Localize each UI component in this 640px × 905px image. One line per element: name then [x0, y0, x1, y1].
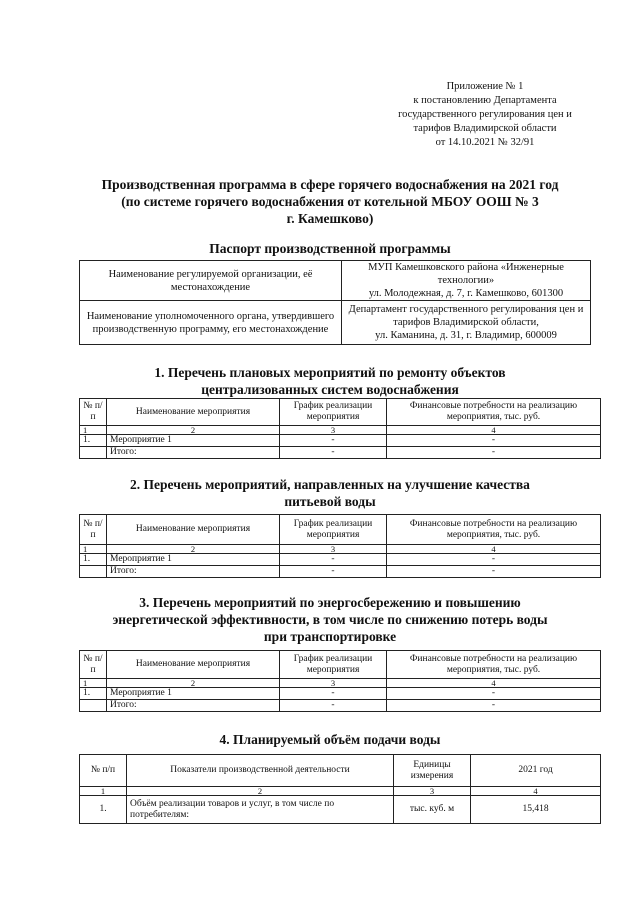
index-cell: 4 [471, 787, 601, 796]
document-title [70, 176, 590, 227]
passport-row [80, 301, 591, 345]
section-heading-line: энергетической эффективности, в том числе по снижению потерь воды [112, 612, 548, 627]
table-row [80, 688, 601, 700]
col-num-header: № п/п [80, 399, 107, 426]
empty-cell [80, 566, 107, 578]
appendix-line: государственного регулирования цен и [398, 109, 572, 120]
measures-table [79, 514, 601, 578]
row-finance: - [387, 688, 601, 700]
col-name-header: Наименование мероприятия [107, 651, 280, 679]
table-row [80, 435, 601, 447]
total-row [80, 700, 601, 712]
empty-cell [80, 700, 107, 712]
row-schedule: - [280, 554, 387, 566]
passport-row [80, 261, 591, 301]
total-row [80, 566, 601, 578]
total-finance: - [387, 447, 601, 459]
row-num: 1. [80, 435, 107, 447]
section-heading-line: 1. Перечень плановых мероприятий по ремонту объектов [154, 365, 506, 380]
section-heading-line: 2. Перечень мероприятий, направленных на улучшение качества [130, 477, 530, 492]
passport-table [79, 260, 591, 345]
index-cell: 1 [80, 426, 107, 435]
col-schedule-header: График реализации мероприятия [280, 399, 387, 426]
total-label: Итого: [107, 700, 280, 712]
passport-label: Наименование уполномоченного органа, утвердившего производственную программу, его местонахождение [80, 301, 342, 345]
supply-table [79, 754, 601, 824]
index-cell: 2 [107, 545, 280, 554]
col-schedule-header: График реализации мероприятия [280, 515, 387, 545]
row-name: Мероприятие 1 [107, 688, 280, 700]
col-finance-header: Финансовые потребности на реализацию мероприятия, тыс. руб. [387, 651, 601, 679]
col-name-header: Наименование мероприятия [107, 399, 280, 426]
title-line: (по системе горячего водоснабжения от котельной МБОУ ООШ № 3 [121, 194, 539, 209]
col-finance-header: Финансовые потребности на реализацию мероприятия, тыс. руб. [387, 515, 601, 545]
total-schedule: - [280, 447, 387, 459]
col-num-header: № п/п [80, 755, 127, 787]
passport-value-line: ул. Каманина, д. 31, г. Владимир, 600009 [375, 330, 557, 341]
table-index-row [80, 545, 601, 554]
index-cell: 3 [280, 426, 387, 435]
col-indicator-header: Показатели производственной деятельности [127, 755, 394, 787]
index-cell: 2 [107, 679, 280, 688]
table-header-row [80, 515, 601, 545]
passport-value-line: Департамент государственного регулирования цен и тарифов Владимирской области, [348, 304, 584, 328]
total-row [80, 447, 601, 459]
section-heading-line: централизованных систем водоснабжения [201, 382, 459, 397]
index-cell: 1 [80, 545, 107, 554]
index-cell: 4 [387, 679, 601, 688]
total-schedule: - [280, 566, 387, 578]
passport-heading: Паспорт производственной программы [209, 241, 451, 256]
index-cell: 4 [387, 426, 601, 435]
passport-value [342, 261, 591, 301]
section-heading-line: питьевой воды [284, 494, 376, 509]
col-name-header: Наименование мероприятия [107, 515, 280, 545]
title-line: Производственная программа в сфере горячего водоснабжения на 2021 год [101, 177, 559, 192]
index-cell: 1 [80, 787, 127, 796]
col-num-header: № п/п [80, 515, 107, 545]
total-finance: - [387, 566, 601, 578]
section-heading-line: при транспортировке [263, 629, 397, 644]
supply-heading: 4. Планируемый объём подачи воды [219, 732, 441, 747]
table-header-row [80, 651, 601, 679]
table-header-row [80, 755, 601, 787]
row-finance: - [387, 554, 601, 566]
row-schedule: - [280, 688, 387, 700]
empty-cell [80, 447, 107, 459]
appendix-line: тарифов Владимирской области [413, 123, 557, 134]
appendix-line: от 14.10.2021 № 32/91 [435, 137, 535, 148]
index-cell: 1 [80, 679, 107, 688]
index-cell: 4 [387, 545, 601, 554]
col-num-header: № п/п [80, 651, 107, 679]
index-cell: 2 [107, 426, 280, 435]
row-value: 15,418 [471, 796, 601, 824]
row-indicator: Объём реализации товаров и услуг, в том числе по потребителям: [127, 796, 394, 824]
total-label: Итого: [107, 447, 280, 459]
col-unit-header: Единицы измерения [394, 755, 471, 787]
title-line: г. Камешково) [286, 211, 374, 226]
row-unit: тыс. куб. м [394, 796, 471, 824]
passport-value [342, 301, 591, 345]
table-row [80, 796, 601, 824]
total-finance: - [387, 700, 601, 712]
table-header-row [80, 399, 601, 426]
appendix-line: Приложение № 1 [446, 81, 524, 92]
row-schedule: - [280, 435, 387, 447]
section-heading-line: 3. Перечень мероприятий по энергосбережению и повышению [139, 595, 521, 610]
row-finance: - [387, 435, 601, 447]
measures-table [79, 398, 601, 459]
col-year-header: 2021 год [471, 755, 601, 787]
table-index-row [80, 426, 601, 435]
col-schedule-header: График реализации мероприятия [280, 651, 387, 679]
table-row [80, 554, 601, 566]
section-heading [70, 364, 590, 398]
total-label: Итого: [107, 566, 280, 578]
passport-label: Наименование регулируемой организации, её местонахождение [80, 261, 342, 301]
measures-table [79, 650, 601, 712]
index-cell: 2 [127, 787, 394, 796]
row-num: 1. [80, 688, 107, 700]
row-num: 1. [80, 796, 127, 824]
total-schedule: - [280, 700, 387, 712]
index-cell: 3 [394, 787, 471, 796]
table-index-row [80, 679, 601, 688]
appendix-block [380, 80, 590, 150]
section-heading [70, 476, 590, 510]
passport-value-line: ул. Молодежная, д. 7, г. Камешково, 601300 [368, 288, 564, 299]
index-cell: 3 [280, 679, 387, 688]
section-heading [70, 594, 590, 645]
index-cell: 3 [280, 545, 387, 554]
row-num: 1. [80, 554, 107, 566]
table-index-row [80, 787, 601, 796]
passport-value-line: МУП Камешковского района «Инженерные технологии» [368, 262, 564, 286]
row-name: Мероприятие 1 [107, 435, 280, 447]
col-finance-header: Финансовые потребности на реализацию мероприятия, тыс. руб. [387, 399, 601, 426]
row-name: Мероприятие 1 [107, 554, 280, 566]
appendix-line: к постановлению Департамента [413, 95, 557, 106]
